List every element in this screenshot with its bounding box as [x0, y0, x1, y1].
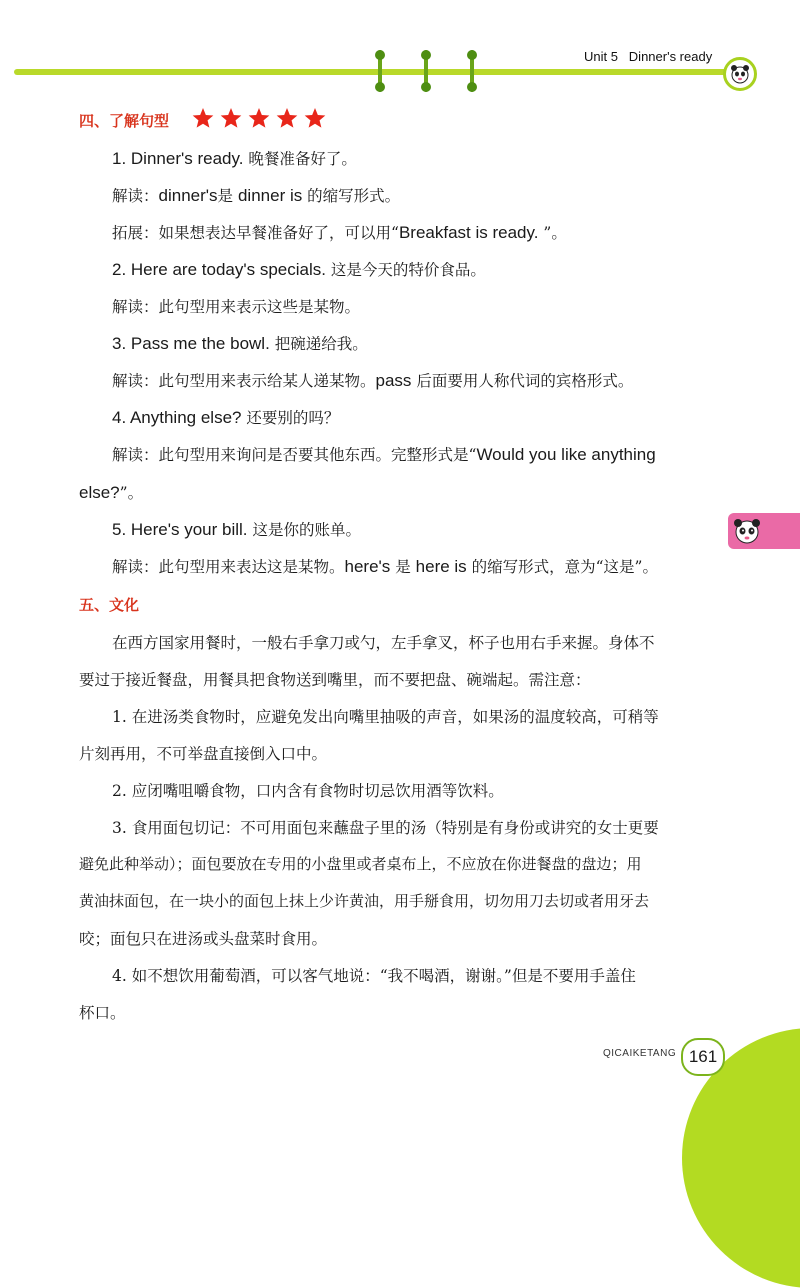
- culture-line: 在西方国家用餐时，一般右手拿刀或勺，左手拿叉，杯子也用右手来握。身体不: [112, 634, 655, 652]
- footer-brand: QICAIKETANG: [603, 1048, 677, 1059]
- culture-line: 黄油抹面包，在一块小的面包上抹上少许黄油，用手掰食用，切勿用刀去切或者用牙去: [79, 892, 650, 910]
- explanation-2: 解读：此句型用来表示这些是某物。: [112, 298, 361, 316]
- panda-tab-icon: [732, 516, 762, 546]
- section-heading: 四、了解句型: [79, 112, 170, 130]
- sentence-2: 2. Here are today's specials. 这是今天的特价食品。: [112, 260, 486, 279]
- section-heading: 五、文化: [79, 596, 140, 614]
- explanation-1: 解读：dinner's是 dinner is 的缩写形式。: [112, 186, 401, 205]
- star-icon: [220, 108, 243, 130]
- header-rule: [14, 69, 732, 75]
- culture-line: 片刻再用，不可举盘直接倒入口中。: [79, 745, 328, 763]
- sentence-1: 1. Dinner's ready. 晚餐准备好了。: [112, 149, 357, 168]
- explanation-5: 解读：此句型用来表达这是某物。here's 是 here is 的缩写形式，意为“这是”。: [112, 557, 658, 576]
- culture-line: 2. 应闭嘴咀嚼食物，口内含有食物时切忌饮用酒等饮料。: [112, 782, 504, 800]
- binder-peg-icon: [467, 50, 477, 92]
- culture-line: 1. 在进汤类食物时，应避免发出向嘴里抽吸的声音，如果汤的温度较高，可稍等: [112, 708, 659, 726]
- binder-peg-icon: [375, 50, 385, 92]
- star-icon: [248, 108, 271, 130]
- sentence-4: 4. Anything else? 还要别的吗？: [112, 408, 340, 427]
- side-tab: [728, 513, 800, 549]
- star-icon: [192, 108, 215, 130]
- page-number: 161: [681, 1038, 725, 1076]
- explanation-3: 解读：此句型用来表示给某人递某物。pass 后面要用人称代词的宾格形式。: [112, 371, 634, 390]
- explanation-4: 解读：此句型用来询问是否要其他东西。完整形式是“Would you like anything: [112, 445, 656, 464]
- culture-line: 3. 食用面包切记：不可用面包来蘸盘子里的汤（特别是有身份或讲究的女士更要: [112, 819, 659, 837]
- extension-1: 拓展：如果想表达早餐准备好了，可以用“Breakfast is ready. ”。: [112, 223, 567, 242]
- explanation-4-cont: else?”。: [79, 483, 144, 502]
- culture-line: 避免此种举动）；面包要放在专用的小盘里或者桌布上，不应放在你进餐盘的盘边；用: [79, 855, 642, 873]
- sentence-3: 3. Pass me the bowl. 把碗递给我。: [112, 334, 368, 353]
- difficulty-stars: [192, 108, 327, 132]
- culture-line: 杯口。: [79, 1004, 126, 1022]
- culture-line: 咬；面包只在进汤或头盘菜时食用。: [79, 930, 328, 948]
- star-icon: [304, 108, 327, 130]
- panda-logo-icon: [723, 57, 757, 91]
- binder-peg-icon: [421, 50, 431, 92]
- culture-line: 4. 如不想饮用葡萄酒，可以客气地说：“我不喝酒，谢谢。”但是不要用手盖住: [112, 967, 636, 985]
- star-icon: [276, 108, 299, 130]
- culture-line: 要过于接近餐盘，用餐具把食物送到嘴里，而不要把盘、碗端起。需注意：: [79, 671, 591, 689]
- sentence-5: 5. Here's your bill. 这是你的账单。: [112, 520, 361, 539]
- unit-title: Unit 5 Dinner's ready: [584, 49, 713, 64]
